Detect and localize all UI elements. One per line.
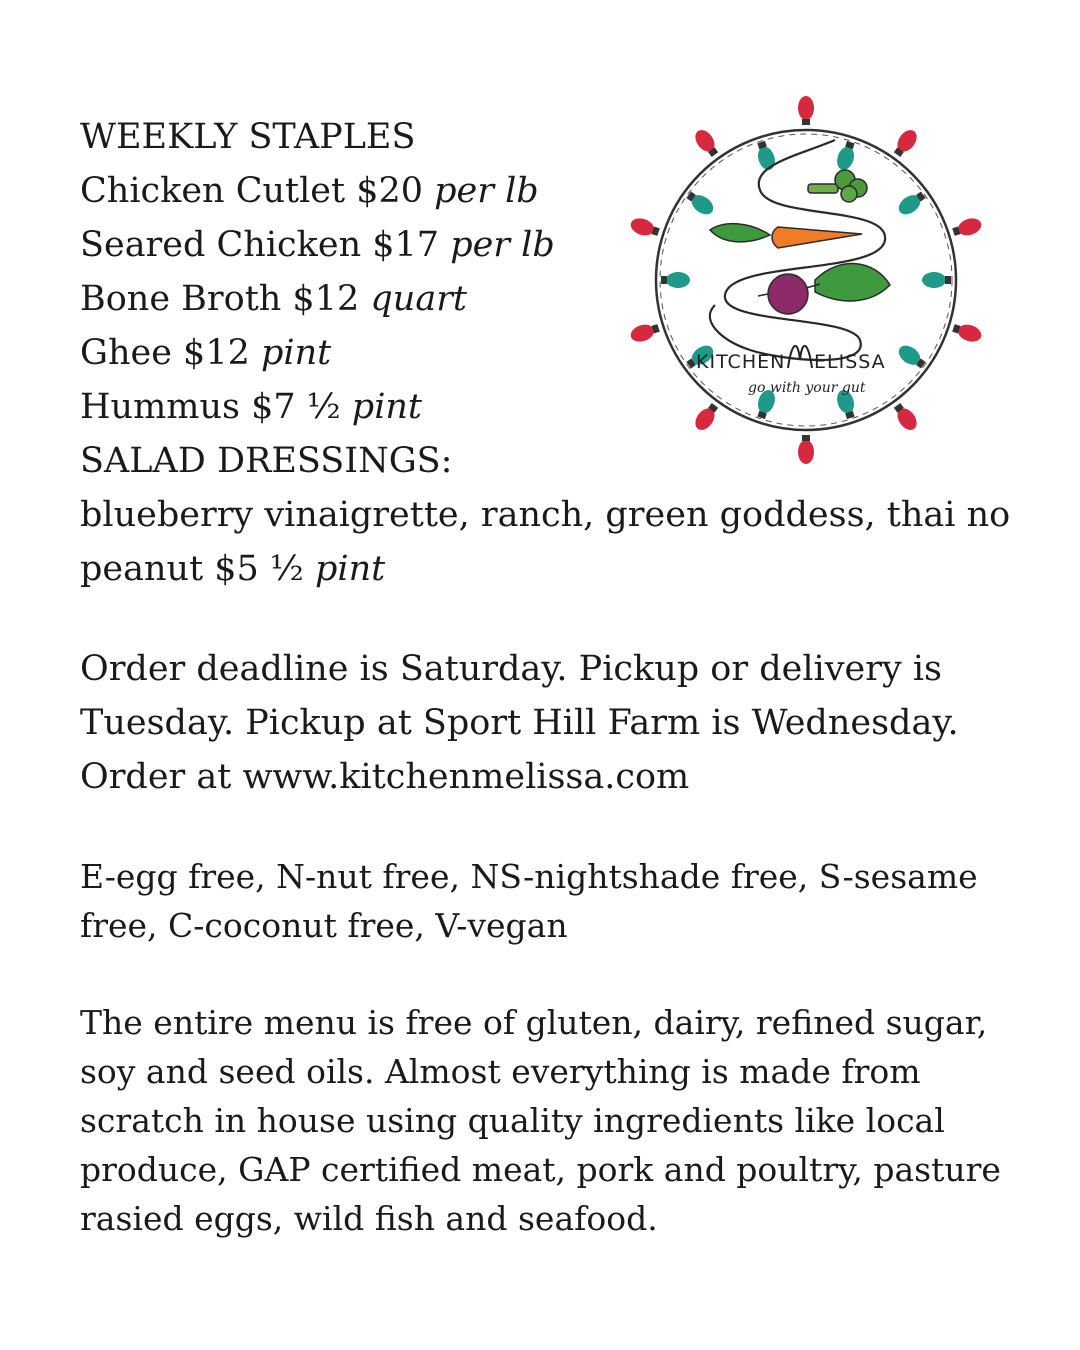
description-line: rasied eggs, wild fish and seafood. bbox=[80, 1199, 658, 1238]
light-bulb-icon bbox=[661, 272, 690, 288]
light-bulb-icon bbox=[691, 126, 721, 159]
order-line: Order deadline is Saturday. Pickup or delivery is bbox=[80, 649, 942, 689]
staple-item-name: Ghee $12 bbox=[80, 333, 250, 373]
staple-item-name: Chicken Cutlet $20 bbox=[80, 171, 423, 211]
allergen-legend: E-egg free, N-nut free, NS-nightshade free, S-sesame free, C-coconut free, V-vegan bbox=[80, 857, 978, 945]
staple-item-unit: per lb bbox=[450, 225, 555, 265]
description-line: scratch in house using quality ingredients like local bbox=[80, 1101, 945, 1140]
light-bulb-icon bbox=[951, 216, 984, 240]
light-bulb-icon bbox=[951, 320, 984, 344]
gut-path-icon bbox=[710, 140, 885, 360]
light-bulb-icon bbox=[922, 272, 951, 288]
description-line: produce, GAP certified meat, pork and poultry, pasture bbox=[80, 1150, 1001, 1189]
staples-heading: WEEKLY STAPLES bbox=[80, 117, 416, 157]
staple-item-unit: quart bbox=[370, 279, 467, 319]
staple-item-name: Hummus $7 ½ bbox=[80, 387, 341, 427]
brand-name-left: KITCHEN bbox=[696, 351, 786, 373]
light-bulb-icon bbox=[798, 435, 814, 464]
description-line: soy and seed oils. Almost everything is made from bbox=[80, 1052, 921, 1091]
order-link-line: Order at www.kitchenmelissa.com bbox=[80, 757, 690, 797]
brand-tagline: go with your gut bbox=[748, 380, 866, 396]
light-bulb-icon bbox=[691, 401, 721, 434]
broccoli-icon bbox=[808, 170, 867, 202]
light-bulb-icon bbox=[891, 401, 921, 434]
heartbeat-m-icon bbox=[788, 346, 812, 368]
light-bulb-icon bbox=[834, 140, 858, 173]
staple-item-unit: per lb bbox=[434, 171, 539, 211]
description-line: The entire menu is free of gluten, dairy, refined sugar, bbox=[80, 1003, 988, 1042]
dressings-text: blueberry vinaigrette, ranch, green goddess, thai no peanut $5 ½ bbox=[80, 495, 1011, 589]
light-bulb-icon bbox=[629, 320, 662, 344]
carrot-icon bbox=[710, 224, 862, 248]
light-bulb-icon bbox=[895, 188, 928, 218]
staple-item-name: Bone Broth $12 bbox=[80, 279, 360, 319]
dressings-heading: SALAD DRESSINGS: bbox=[80, 441, 453, 481]
order-info bbox=[80, 642, 1020, 804]
light-bulb-icon bbox=[798, 96, 814, 125]
staple-item-unit: pint bbox=[351, 387, 423, 427]
dressings-list bbox=[80, 488, 1020, 596]
light-bulb-icon bbox=[891, 126, 921, 159]
brand-name-right: ELISSA bbox=[814, 351, 886, 373]
light-bulb-icon bbox=[629, 216, 662, 240]
staple-item-name: Seared Chicken $17 bbox=[80, 225, 440, 265]
staple-item-unit: pint bbox=[261, 333, 332, 373]
menu-description bbox=[80, 998, 1020, 1243]
order-line: Tuesday. Pickup at Sport Hill Farm is Wednesday. bbox=[80, 703, 959, 743]
kitchen-melissa-logo bbox=[600, 70, 1012, 480]
dressings-unit: pint bbox=[314, 549, 386, 589]
light-bulb-icon bbox=[754, 140, 778, 173]
